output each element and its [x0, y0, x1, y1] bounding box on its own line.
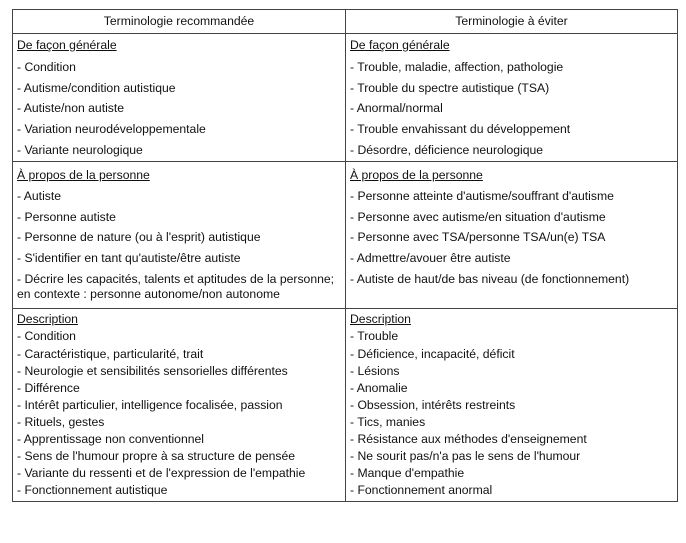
- term-list: [17, 60, 341, 158]
- term-item: - Obsession, intérêts restreints: [350, 397, 516, 412]
- term-item: - Personne avec TSA/personne TSA/un(e) TSA: [350, 230, 606, 245]
- section-person-row: [13, 161, 678, 308]
- term-item: - Trouble: [350, 329, 399, 344]
- term-list: [17, 329, 341, 497]
- term-item: - Personne autiste: [17, 209, 116, 224]
- cell-recommended: [13, 308, 346, 501]
- term-item: - Condition: [17, 59, 76, 74]
- term-item: - Personne atteinte d'autisme/souffrant d'autisme: [350, 188, 614, 203]
- term-item: - Rituels, gestes: [17, 414, 105, 429]
- section-description-row: [13, 308, 678, 501]
- term-item: - Trouble envahissant du développement: [350, 122, 571, 137]
- term-item: - Trouble, maladie, affection, pathologie: [350, 59, 564, 74]
- section-title: De façon générale: [350, 38, 450, 52]
- term-list: [350, 189, 673, 287]
- term-item: - Sens de l'humour propre à sa structure de pensée: [17, 449, 296, 464]
- term-item: - Manque d'empathie: [350, 466, 465, 481]
- section-title: Description: [350, 311, 411, 326]
- term-item: - Variation neurodéveloppementale: [17, 122, 206, 137]
- section-title: À propos de la personne: [17, 167, 150, 182]
- term-item: - Apprentissage non conventionnel: [17, 432, 205, 447]
- term-item: - Condition: [17, 329, 76, 344]
- term-item: - Neurologie et sensibilités sensorielles différentes: [17, 363, 288, 378]
- term-list: [350, 60, 673, 158]
- term-item: - Caractéristique, particularité, trait: [17, 346, 204, 361]
- header-recommended: Terminologie recommandée: [13, 10, 346, 34]
- term-item: - Autiste: [17, 188, 62, 203]
- term-item: - Lésions: [350, 363, 400, 378]
- cell-avoid: [346, 161, 678, 308]
- section-general-row: [13, 34, 678, 162]
- term-item: - Fonctionnement autistique: [17, 483, 168, 498]
- term-item: - Résistance aux méthodes d'enseignement: [350, 432, 587, 447]
- header-row: [13, 10, 678, 34]
- terminology-table: [12, 9, 678, 502]
- term-item: - Tics, manies: [350, 414, 426, 429]
- term-item: - Variante neurologique: [17, 142, 143, 157]
- cell-recommended: [13, 34, 346, 162]
- term-item: - Fonctionnement anormal: [350, 483, 493, 498]
- term-item: - Autisme/condition autistique: [17, 80, 176, 95]
- section-title: À propos de la personne: [350, 167, 483, 182]
- term-item: - Variante du ressenti et de l'expression de l'empathie: [17, 466, 306, 481]
- term-list: [350, 329, 673, 497]
- term-item: - Personne avec autisme/en situation d'autisme: [350, 209, 606, 224]
- cell-avoid: [346, 308, 678, 501]
- term-item: - Désordre, déficience neurologique: [350, 142, 544, 157]
- term-item: - Autiste de haut/de bas niveau (de fonctionnement): [350, 271, 630, 286]
- term-item: - S'identifier en tant qu'autiste/être autiste: [17, 251, 241, 266]
- header-avoid: Terminologie à éviter: [346, 10, 678, 34]
- term-item: - Anormal/normal: [350, 101, 443, 116]
- term-item: - Intérêt particulier, intelligence focalisée, passion: [17, 397, 283, 412]
- term-item: - Déficience, incapacité, déficit: [350, 346, 515, 361]
- term-item: - Trouble du spectre autistique (TSA): [350, 80, 550, 95]
- term-item: - Anomalie: [350, 380, 408, 395]
- term-item: - Différence: [17, 380, 80, 395]
- term-item: - Autiste/non autiste: [17, 101, 125, 116]
- term-item: - Décrire les capacités, talents et aptitudes de la personne; en contexte : personne autonome/non autonome: [17, 271, 335, 301]
- term-item: - Personne de nature (ou à l'esprit) autistique: [17, 230, 261, 245]
- cell-avoid: [346, 34, 678, 162]
- term-list: [17, 189, 341, 302]
- section-title: Description: [17, 311, 78, 326]
- section-title: De façon générale: [17, 38, 117, 52]
- cell-recommended: [13, 161, 346, 308]
- term-item: - Admettre/avouer être autiste: [350, 251, 511, 266]
- term-item: - Ne sourit pas/n'a pas le sens de l'humour: [350, 449, 581, 464]
